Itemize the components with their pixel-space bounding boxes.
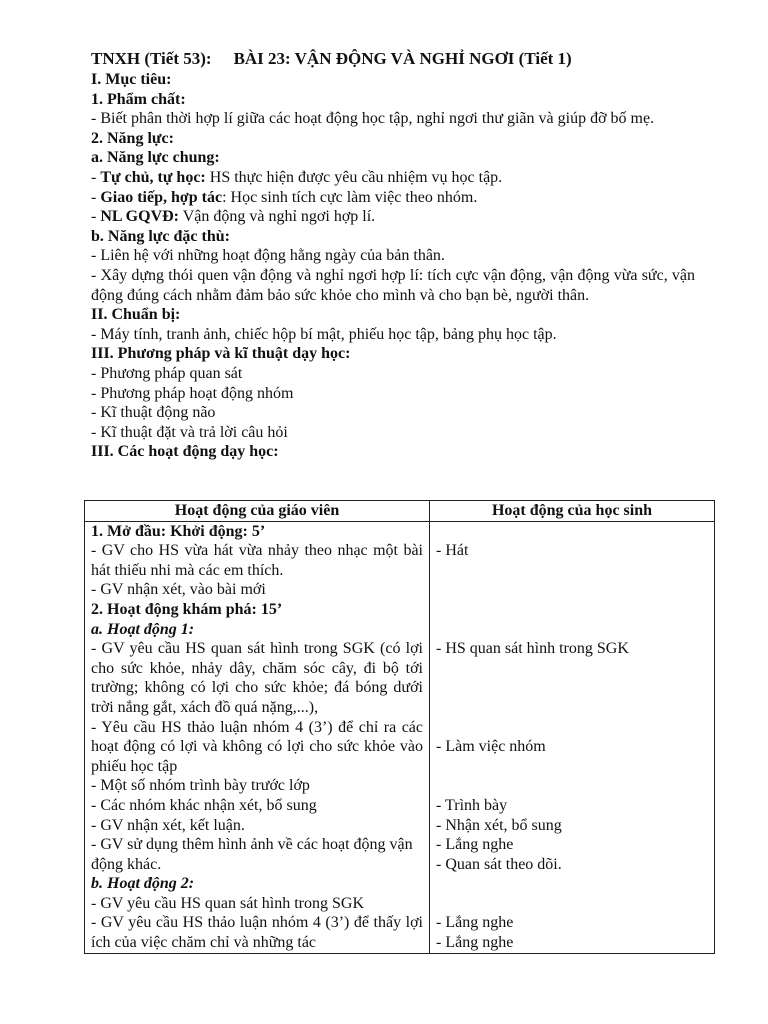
competency-self-study: - Tự chủ, tự học: HS thực hiện được yêu cầu nhiệm vụ học tập. (91, 168, 503, 186)
student-step: - Trình bày (436, 796, 508, 814)
teacher-step: - GV nhận xét, vào bài mới (91, 581, 266, 599)
section-objectives-heading: I. Mục tiêu: (91, 71, 172, 88)
problem-solving-label: NL GQVĐ: (100, 208, 179, 226)
student-step: - Lắng nghe (436, 914, 514, 932)
table-row (85, 521, 715, 953)
document-body (91, 48, 695, 462)
method-item: - Phương pháp quan sát (91, 364, 243, 382)
part1-heading: 1. Mở đầu: Khởi động: 5’ (91, 522, 266, 540)
activities-table (84, 500, 715, 954)
student-step: - Hát (436, 542, 469, 560)
qualities-text: - Biết phân thời hợp lí giữa các hoạt động học tập, nghỉ ngơi thư giãn và giúp đỡ bố mẹ. (91, 110, 655, 128)
competency-problem-solving: - NL GQVĐ: Vận động và nghỉ ngơi hợp lí. (91, 208, 376, 226)
teacher-step: - Các nhóm khác nhận xét, bổ sung (91, 796, 317, 814)
general-competencies-heading: a. Năng lực chung: (91, 149, 220, 167)
teacher-step: - GV yêu cầu HS quan sát hình trong SGK (có lợi cho sức khỏe, nhảy dây, chăm sóc cây, đi bộ tới trường; không có lợi cho sức khỏe; đá bóng dưới trời nắng gắt, xách đồ quá nặng,...), (91, 640, 423, 716)
student-step: - HS quan sát hình trong SGK (436, 640, 629, 658)
student-step: - Lắng nghe (436, 836, 514, 854)
activity1-heading: a. Hoạt động 1: (91, 620, 195, 638)
communication-label: Giao tiếp, hợp tác (100, 188, 223, 206)
part2-heading: 2. Hoạt động khám phá: 15’ (91, 600, 283, 618)
specific-competency-1: - Liên hệ với những hoạt động hằng ngày của bản thân. (91, 247, 445, 265)
teacher-activities-cell (85, 521, 430, 953)
student-column-header: Hoạt động của học sinh (430, 501, 715, 522)
subject-label: TNXH (Tiết 53): (91, 49, 212, 68)
table-header-row (85, 501, 715, 522)
section-competencies-heading: 2. Năng lực: (91, 129, 174, 147)
self-study-label: Tự chủ, tự học: (100, 168, 206, 186)
self-study-text: HS thực hiện được yêu cầu nhiệm vụ học tập. (205, 168, 503, 186)
student-step: - Lắng nghe (436, 934, 514, 952)
activity2-heading: b. Hoạt động 2: (91, 875, 195, 893)
student-step: - Nhận xét, bổ sung (436, 816, 562, 834)
teacher-step: - GV cho HS vừa hát vừa nhảy theo nhạc một bài hát thiếu nhi mà các em thích. (91, 542, 423, 579)
specific-competencies-heading: b. Năng lực đặc thù: (91, 227, 230, 245)
teacher-step: - GV yêu cầu HS thảo luận nhóm 4 (3’) để thấy lợi ích của việc chăm chỉ và những tác (91, 914, 423, 952)
lesson-title: BÀI 23: VẬN ĐỘNG VÀ NGHỈ NGƠI (Tiết 1) (233, 49, 572, 68)
method-item: - Phương pháp hoạt động nhóm (91, 384, 294, 402)
student-step: - Làm việc nhóm (436, 738, 546, 756)
student-step: - Quan sát theo dõi. (436, 855, 562, 873)
page-title (91, 48, 695, 70)
problem-solving-text: Vận động và nghỉ ngơi hợp lí. (179, 208, 376, 226)
teacher-step: - GV nhận xét, kết luận. (91, 816, 245, 834)
communication-text: : Học sinh tích cực làm việc theo nhóm. (222, 188, 478, 206)
teacher-column-header: Hoạt động của giáo viên (85, 501, 430, 522)
section-qualities-heading: 1. Phẩm chất: (91, 90, 186, 108)
competency-communication: - Giao tiếp, hợp tác: Học sinh tích cực làm việc theo nhóm. (91, 188, 478, 206)
section-methods-heading: III. Phương pháp và kĩ thuật dạy học: (91, 345, 351, 363)
student-activities-cell (430, 521, 715, 953)
method-item: - Kĩ thuật đặt và trả lời câu hỏi (91, 423, 288, 441)
section-activities-heading: III. Các hoạt động dạy học: (91, 443, 279, 461)
teacher-step: - GV yêu cầu HS quan sát hình trong SGK (91, 894, 365, 912)
section-preparation-heading: II. Chuẩn bị: (91, 306, 181, 324)
preparation-text: - Máy tính, tranh ảnh, chiếc hộp bí mật, phiếu học tập, bảng phụ học tập. (91, 325, 557, 343)
teacher-step: - Một số nhóm trình bày trước lớp (91, 777, 310, 795)
teacher-step: - GV sử dụng thêm hình ảnh về các hoạt động vận động khác. (91, 836, 413, 873)
teacher-step: - Yêu cầu HS thảo luận nhóm 4 (3’) để chỉ ra các hoạt động có lợi và không có lợi cho sức khỏe vào phiếu học tập (91, 718, 423, 775)
method-item: - Kĩ thuật động não (91, 404, 216, 422)
specific-competency-2: - Xây dựng thói quen vận động và nghỉ ngơi hợp lí: tích cực vận động, vận động vừa sức, vận động đúng cách nhằm đảm bảo sức khỏe cho mình và cho bạn bè, người thân. (91, 266, 695, 304)
